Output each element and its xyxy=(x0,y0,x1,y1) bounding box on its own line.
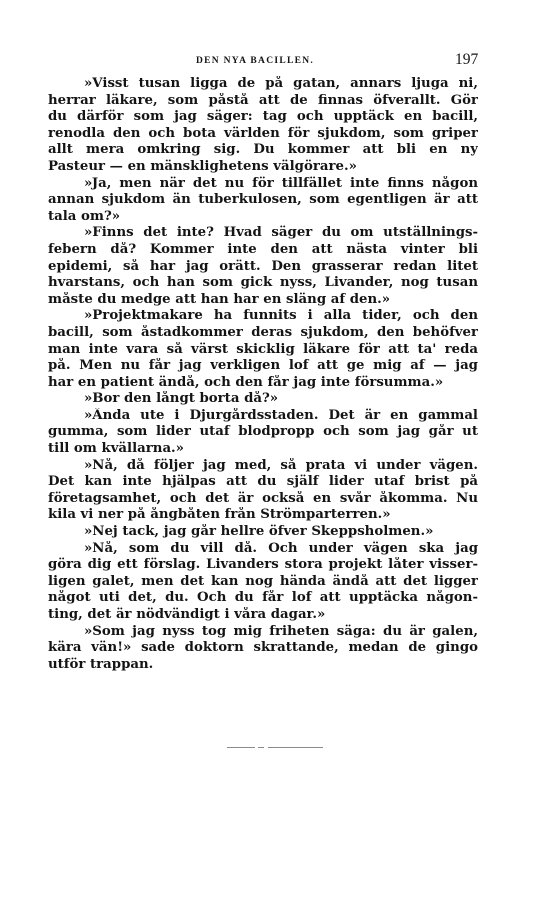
text-line: hvarstans, och han som gick nyss, Livander, nog tusan xyxy=(48,275,478,291)
text-line: man inte vara så värst skicklig läkare för att ta' reda xyxy=(48,341,478,357)
text-line: gumma, som lider utaf blodpropp och som jag går ut xyxy=(48,424,478,440)
text-line: bacill, som åstadkommer deras sjukdom, den behöfver xyxy=(48,324,478,340)
text-line: företagsamhet, och det är också en svår åkomma. Nu xyxy=(48,490,478,506)
text-line: allt mera omkring sig. Du kommer att bli en ny xyxy=(48,142,478,158)
text-line: »Ja, men när det nu för tillfället inte finns någon xyxy=(84,175,478,191)
text-line: »Bor den långt borta då?» xyxy=(84,391,279,407)
text-line: »Som jag nyss tog mig friheten säga: du är galen, xyxy=(84,623,478,639)
text-line: »Visst tusan ligga de på gatan, annars ljuga ni, xyxy=(84,76,478,91)
text-line: epidemi, så har jag orätt. Den grasserar redan litet xyxy=(48,258,478,274)
text-line: har en patient ändå, och den får jag inte försumma.» xyxy=(48,374,444,390)
text-line: ligen galet, men det kan nog hända ändå att det ligger xyxy=(48,573,478,589)
text-line: måste du medge att han har en släng af den.» xyxy=(48,291,391,307)
section-divider xyxy=(227,747,255,748)
text-line: »Nå, som du vill då. Och under vägen ska jag xyxy=(84,540,478,556)
text-line: till om kvällarna.» xyxy=(48,441,184,457)
text-line: Det kan inte hjälpas att du själf lider utaf brist på xyxy=(48,474,478,490)
section-divider xyxy=(268,747,323,748)
text-line: du därför som jag säger: tag och upptäck en bacill, xyxy=(48,109,478,125)
text-line: »Nej tack, jag går hellre öfver Skeppsholmen.» xyxy=(84,524,434,540)
text-line: kära vän!» sade doktorn skrattande, medan de gingo xyxy=(48,640,478,656)
text-line: »Nå, då följer jag med, så prata vi under vägen. xyxy=(84,457,478,473)
text-line: »Projektmakare ha funnits i alla tider, och den xyxy=(84,308,478,324)
text-line: annan sjukdom än tuberkulosen, som egentligen är att xyxy=(48,192,478,208)
text-line: något uti det, du. Och du får lof att upptäcka någon- xyxy=(48,590,478,606)
text-line: herrar läkare, som påstå att de finnas öfverallt. Gör xyxy=(48,92,478,108)
section-divider xyxy=(258,747,264,748)
text-line: »Ända ute i Djurgårdsstaden. Det är en gammal xyxy=(84,407,478,423)
text-line: göra dig ett förslag. Livanders stora projekt låter visser- xyxy=(48,557,478,573)
text-line: tala om?» xyxy=(48,208,121,224)
text-line: på. Men nu får jag verkligen lof att ge mig af — jag xyxy=(48,358,478,374)
text-line: ting, det är nödvändigt i våra dagar.» xyxy=(48,607,326,622)
text-line: febern då? Kommer inte den att nästa vinter bli xyxy=(48,241,478,257)
page-number: 197 xyxy=(455,51,479,68)
running-title: DEN NYA BACILLEN. xyxy=(196,56,315,66)
text-line: utför trappan. xyxy=(48,656,154,672)
text-line: kila vi ner på ångbåten från Strömparterren.» xyxy=(48,507,391,523)
body-text xyxy=(48,76,478,673)
text-line: renodla den och bota världen för sjukdom, som griper xyxy=(48,125,478,141)
text-line: Pasteur — en mänsklighetens välgörare.» xyxy=(48,158,357,174)
text-line: »Finns det inte? Hvad säger du om utställnings- xyxy=(84,225,478,241)
